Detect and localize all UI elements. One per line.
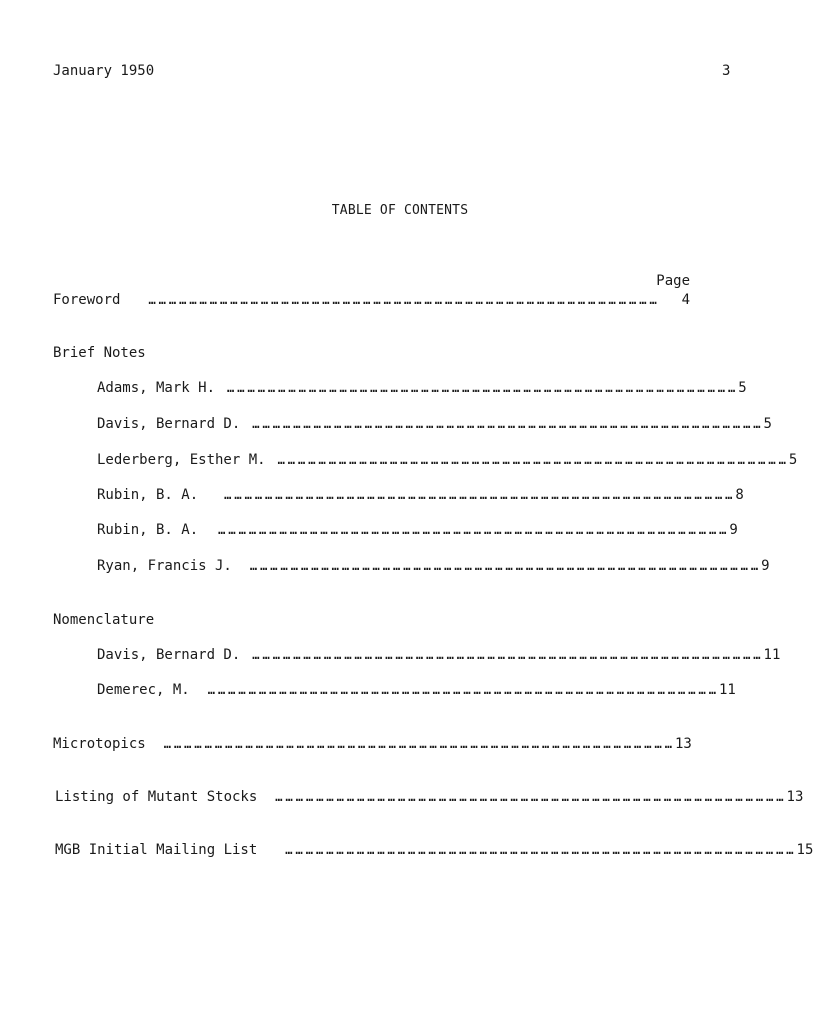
toc-entry-label: MGB Initial Mailing List — [55, 842, 258, 858]
toc-leader-dots: …………………………………………………………………………………………………………………………………… — [227, 381, 739, 395]
toc-entry-foreword — [53, 292, 690, 312]
toc-entry-page: 13 — [786, 789, 804, 805]
toc-entry-page: 9 — [729, 522, 738, 538]
toc-entry-page: 5 — [763, 416, 772, 432]
toc-leader-dots: …………………………………………………………………………………………………………………………………… — [252, 648, 764, 662]
toc-leader-dots: …………………………………………………………………………………………………………………………………… — [218, 523, 730, 537]
toc-entry-label: Demerec, M. — [97, 682, 190, 698]
toc-entry-page: 9 — [761, 558, 770, 574]
toc-entry-page: 15 — [796, 842, 813, 858]
toc-entry-lederberg — [97, 452, 798, 472]
toc-leader-dots: …………………………………………………………………………………………………………………………………… — [163, 737, 675, 751]
toc-entry-label: Listing of Mutant Stocks — [55, 789, 258, 805]
toc-entry-page: 13 — [674, 736, 692, 752]
toc-entry-microtopics — [53, 736, 691, 756]
toc-entry-page: 5 — [738, 380, 747, 396]
toc-entry-label: Davis, Bernard D. — [97, 416, 241, 432]
toc-entry-rubin-2 — [97, 522, 738, 542]
toc-entry-davis-nomenclature — [97, 647, 781, 667]
toc-leader-dots: …………………………………………………………………………………………………………………………………… — [277, 453, 789, 467]
toc-entry-label: Microtopics — [53, 736, 146, 752]
toc-leader-dots: …………………………………………………………………………………………………………………………………… — [224, 488, 736, 502]
toc-entry-page: 4 — [681, 292, 690, 308]
toc-entry-page: 11 — [763, 647, 781, 663]
toc-entry-label: Ryan, Francis J. — [97, 558, 232, 574]
page-column-label: Page — [656, 273, 690, 289]
toc-entry-mutant-stocks — [55, 789, 804, 809]
page-header-date: January 1950 — [53, 63, 155, 79]
toc-entry-adams — [97, 380, 747, 400]
toc-entry-demerec — [97, 682, 736, 702]
toc-entry-label: Adams, Mark H. — [97, 380, 216, 396]
toc-entry-page: 8 — [735, 487, 744, 503]
toc-entry-davis-brief — [97, 416, 772, 436]
toc-entry-rubin-1 — [97, 487, 744, 507]
toc-entry-label: Rubin, B. A. — [97, 487, 199, 503]
toc-entry-label: Foreword — [53, 292, 121, 308]
page-title: TABLE OF CONTENTS — [331, 203, 469, 218]
toc-entry-mailing-list — [55, 842, 813, 862]
section-heading-brief-notes: Brief Notes — [53, 345, 146, 361]
toc-leader-dots: …………………………………………………………………………………………………………………………………… — [148, 293, 660, 307]
section-heading-nomenclature: Nomenclature — [53, 612, 155, 628]
toc-entry-page: 11 — [718, 682, 736, 698]
toc-leader-dots: …………………………………………………………………………………………………………………………………… — [207, 683, 719, 697]
toc-entry-label: Davis, Bernard D. — [97, 647, 241, 663]
toc-leader-dots: …………………………………………………………………………………………………………………………………… — [252, 417, 764, 431]
page-header-number: 3 — [722, 63, 731, 79]
toc-leader-dots: …………………………………………………………………………………………………………………………………… — [275, 790, 787, 804]
toc-entry-page: 5 — [788, 452, 798, 468]
toc-entry-label: Rubin, B. A. — [97, 522, 199, 538]
toc-entry-label: Lederberg, Esther M. — [97, 452, 266, 468]
toc-leader-dots: …………………………………………………………………………………………………………………………………… — [285, 843, 797, 857]
toc-entry-ryan — [97, 558, 770, 578]
toc-leader-dots: …………………………………………………………………………………………………………………………………… — [249, 559, 762, 573]
